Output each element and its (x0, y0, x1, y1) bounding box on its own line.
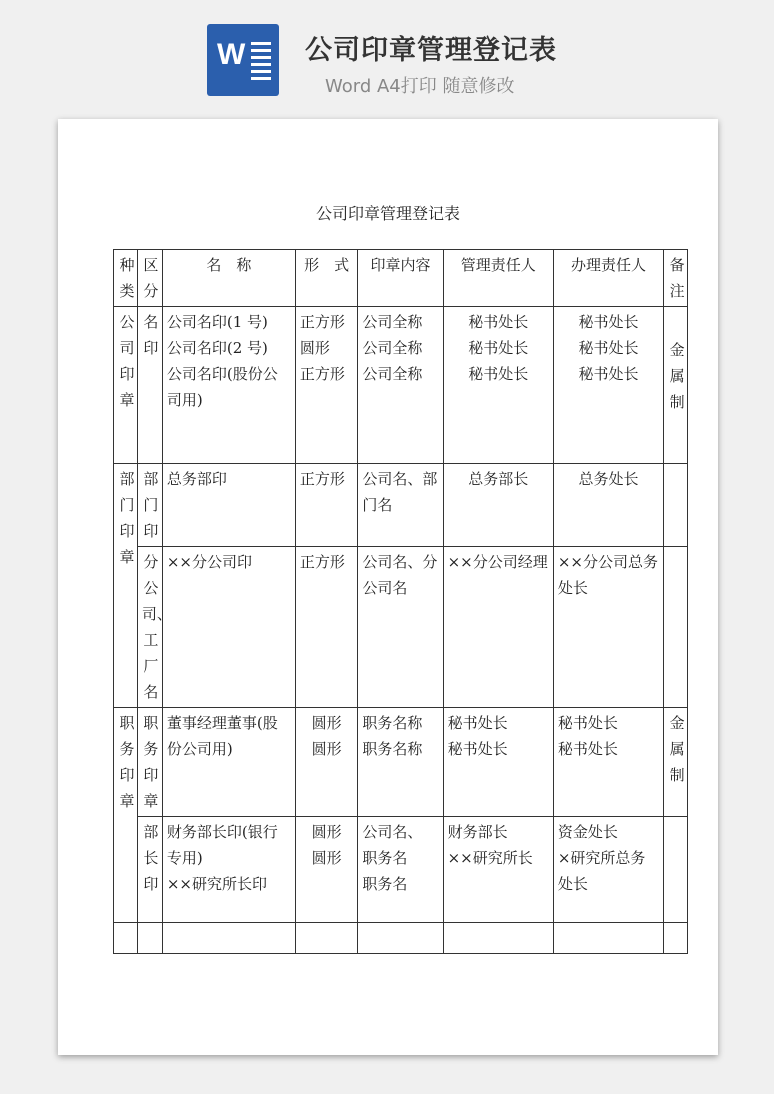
empty-cell (162, 923, 295, 954)
row-category: 职务印章 (137, 708, 162, 817)
table-row (114, 464, 688, 547)
row-manager: 秘书处长 秘书处长 (443, 708, 553, 817)
table-row (114, 547, 688, 708)
row-handler: 秘书处长 秘书处长 秘书处长 (553, 307, 663, 464)
seal-register-table (113, 249, 688, 954)
row-name: ××分公司印 (162, 547, 295, 708)
row-category: 分公司、工厂名 (137, 547, 162, 708)
document-page (58, 119, 718, 1055)
row-category: 名印 (137, 307, 162, 464)
row-handler: 资金处长 ×研究所总务处长 (553, 817, 663, 923)
header-handler: 办理责任人 (553, 250, 663, 307)
group-department: 部门印章 (114, 464, 138, 708)
empty-cell (358, 923, 443, 954)
row-form: 正方形 (295, 464, 358, 547)
row-handler: 秘书处长 秘书处长 (553, 708, 663, 817)
header-remark: 备注 (664, 250, 688, 307)
empty-cell (443, 923, 553, 954)
page-banner (0, 0, 774, 110)
row-content: 公司名、分公司名 (358, 547, 443, 708)
empty-cell (295, 923, 358, 954)
table-row (114, 708, 688, 817)
row-category: 部长印 (137, 817, 162, 923)
group-position: 职务印章 (114, 708, 138, 923)
row-content: 公司名、部门名 (358, 464, 443, 547)
row-form: 正方形 (295, 547, 358, 708)
header-form: 形 式 (295, 250, 358, 307)
row-name: 董事经理董事(股份公司用) (162, 708, 295, 817)
row-category: 部门印 (137, 464, 162, 547)
empty-row (114, 923, 688, 954)
header-content: 印章内容 (358, 250, 443, 307)
row-form: 圆形 圆形 (295, 817, 358, 923)
empty-cell (114, 923, 138, 954)
row-handler: ××分公司总务处长 (553, 547, 663, 708)
row-remark: 金属制 (664, 708, 688, 817)
header-type: 种类 (114, 250, 138, 307)
banner-subtitle: Word A4打印 随意修改 (325, 76, 515, 97)
row-remark (664, 464, 688, 547)
document-title: 公司印章管理登记表 (315, 204, 460, 223)
header-name: 名 称 (162, 250, 295, 307)
row-name: 公司名印(1 号) 公司名印(2 号) 公司名印(股份公司用) (162, 307, 295, 464)
header-row (114, 250, 688, 307)
table-row (114, 817, 688, 923)
row-name: 总务部印 (162, 464, 295, 547)
header-manager: 管理责任人 (443, 250, 553, 307)
empty-cell (553, 923, 663, 954)
word-app-icon (207, 24, 279, 96)
empty-cell (137, 923, 162, 954)
row-form: 正方形 圆形 正方形 (295, 307, 358, 464)
row-form: 圆形 圆形 (295, 708, 358, 817)
row-manager: 秘书处长 秘书处长 秘书处长 (443, 307, 553, 464)
row-manager: 总务部长 (443, 464, 553, 547)
row-content: 公司全称 公司全称 公司全称 (358, 307, 443, 464)
banner-title: 公司印章管理登记表 (305, 35, 557, 66)
row-name: 财务部长印(银行专用) ××研究所长印 (162, 817, 295, 923)
row-remark: 金属制 (664, 307, 688, 464)
row-content: 公司名、 职务名 职务名 (358, 817, 443, 923)
row-handler: 总务处长 (553, 464, 663, 547)
word-icon-letter: W (217, 38, 246, 71)
row-content: 职务名称 职务名称 (358, 708, 443, 817)
document-lines-icon (251, 42, 271, 84)
row-remark (664, 817, 688, 923)
table-row (114, 307, 688, 464)
header-category: 区分 (137, 250, 162, 307)
row-remark (664, 547, 688, 708)
empty-cell (664, 923, 688, 954)
row-manager: 财务部长 ××研究所长 (443, 817, 553, 923)
row-manager: ××分公司经理 (443, 547, 553, 708)
group-company: 公司印章 (114, 307, 138, 464)
